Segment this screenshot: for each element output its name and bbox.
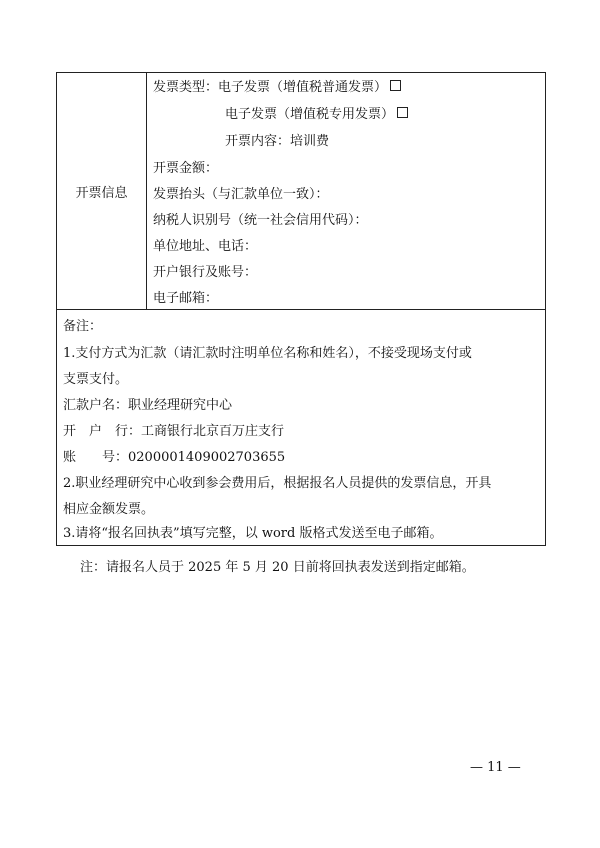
invoice-amount: 开票金额： — [153, 161, 219, 176]
invoice-type-line-2 — [225, 106, 408, 124]
page-number: — 11 — — [470, 760, 521, 775]
address-phone: 单位地址、电话： — [153, 239, 258, 254]
invoice-type-label: 发票类型： — [153, 80, 219, 95]
account-number: 账 号：0200001409002703655 — [63, 450, 286, 465]
remarks-item-2-line-1: 2.职业经理研究中心收到参会费用后，根据报名人员提供的发票信息，开具 — [63, 476, 492, 491]
invoice-info-content — [147, 73, 545, 309]
footer-note: 注：请报名人员于 2025 年 5 月 20 日前将回执表发送到指定邮箱。 — [80, 560, 475, 575]
row-divider — [57, 309, 545, 310]
registration-table — [56, 72, 546, 546]
invoice-type-option-2: 电子发票（增值税专用发票） — [225, 107, 395, 122]
account-name: 汇款户名：职业经理研究中心 — [63, 398, 233, 413]
bank-name: 开 户 行：工商银行北京百万庄支行 — [63, 424, 285, 439]
invoice-type-option-1: 电子发票（增值税普通发票） — [218, 80, 388, 95]
remarks-item-2-line-2: 相应金额发票。 — [63, 502, 155, 517]
email: 电子邮箱： — [153, 291, 219, 306]
checkbox-special-invoice[interactable] — [397, 107, 408, 118]
invoice-label-text: 开票信息 — [75, 185, 128, 201]
remarks-item-3: 3.请将“报名回执表”填写完整，以 word 版格式发送至电子邮箱。 — [63, 526, 443, 541]
checkbox-normal-invoice[interactable] — [390, 80, 401, 91]
invoice-type-line — [153, 79, 401, 97]
invoice-info-label — [57, 73, 147, 309]
invoice-content: 开票内容：培训费 — [225, 134, 330, 149]
remarks-item-1-line-1: 1.支付方式为汇款（请汇款时注明单位名称和姓名），不接受现场支付或 — [63, 346, 472, 361]
remarks-heading: 备注： — [63, 319, 103, 334]
remarks-item-1-line-2: 支票支付。 — [63, 372, 129, 387]
bank-account: 开户银行及账号： — [153, 265, 258, 280]
taxpayer-id: 纳税人识别号（统一社会信用代码）： — [153, 213, 368, 228]
invoice-title: 发票抬头（与汇款单位一致）： — [153, 187, 329, 202]
